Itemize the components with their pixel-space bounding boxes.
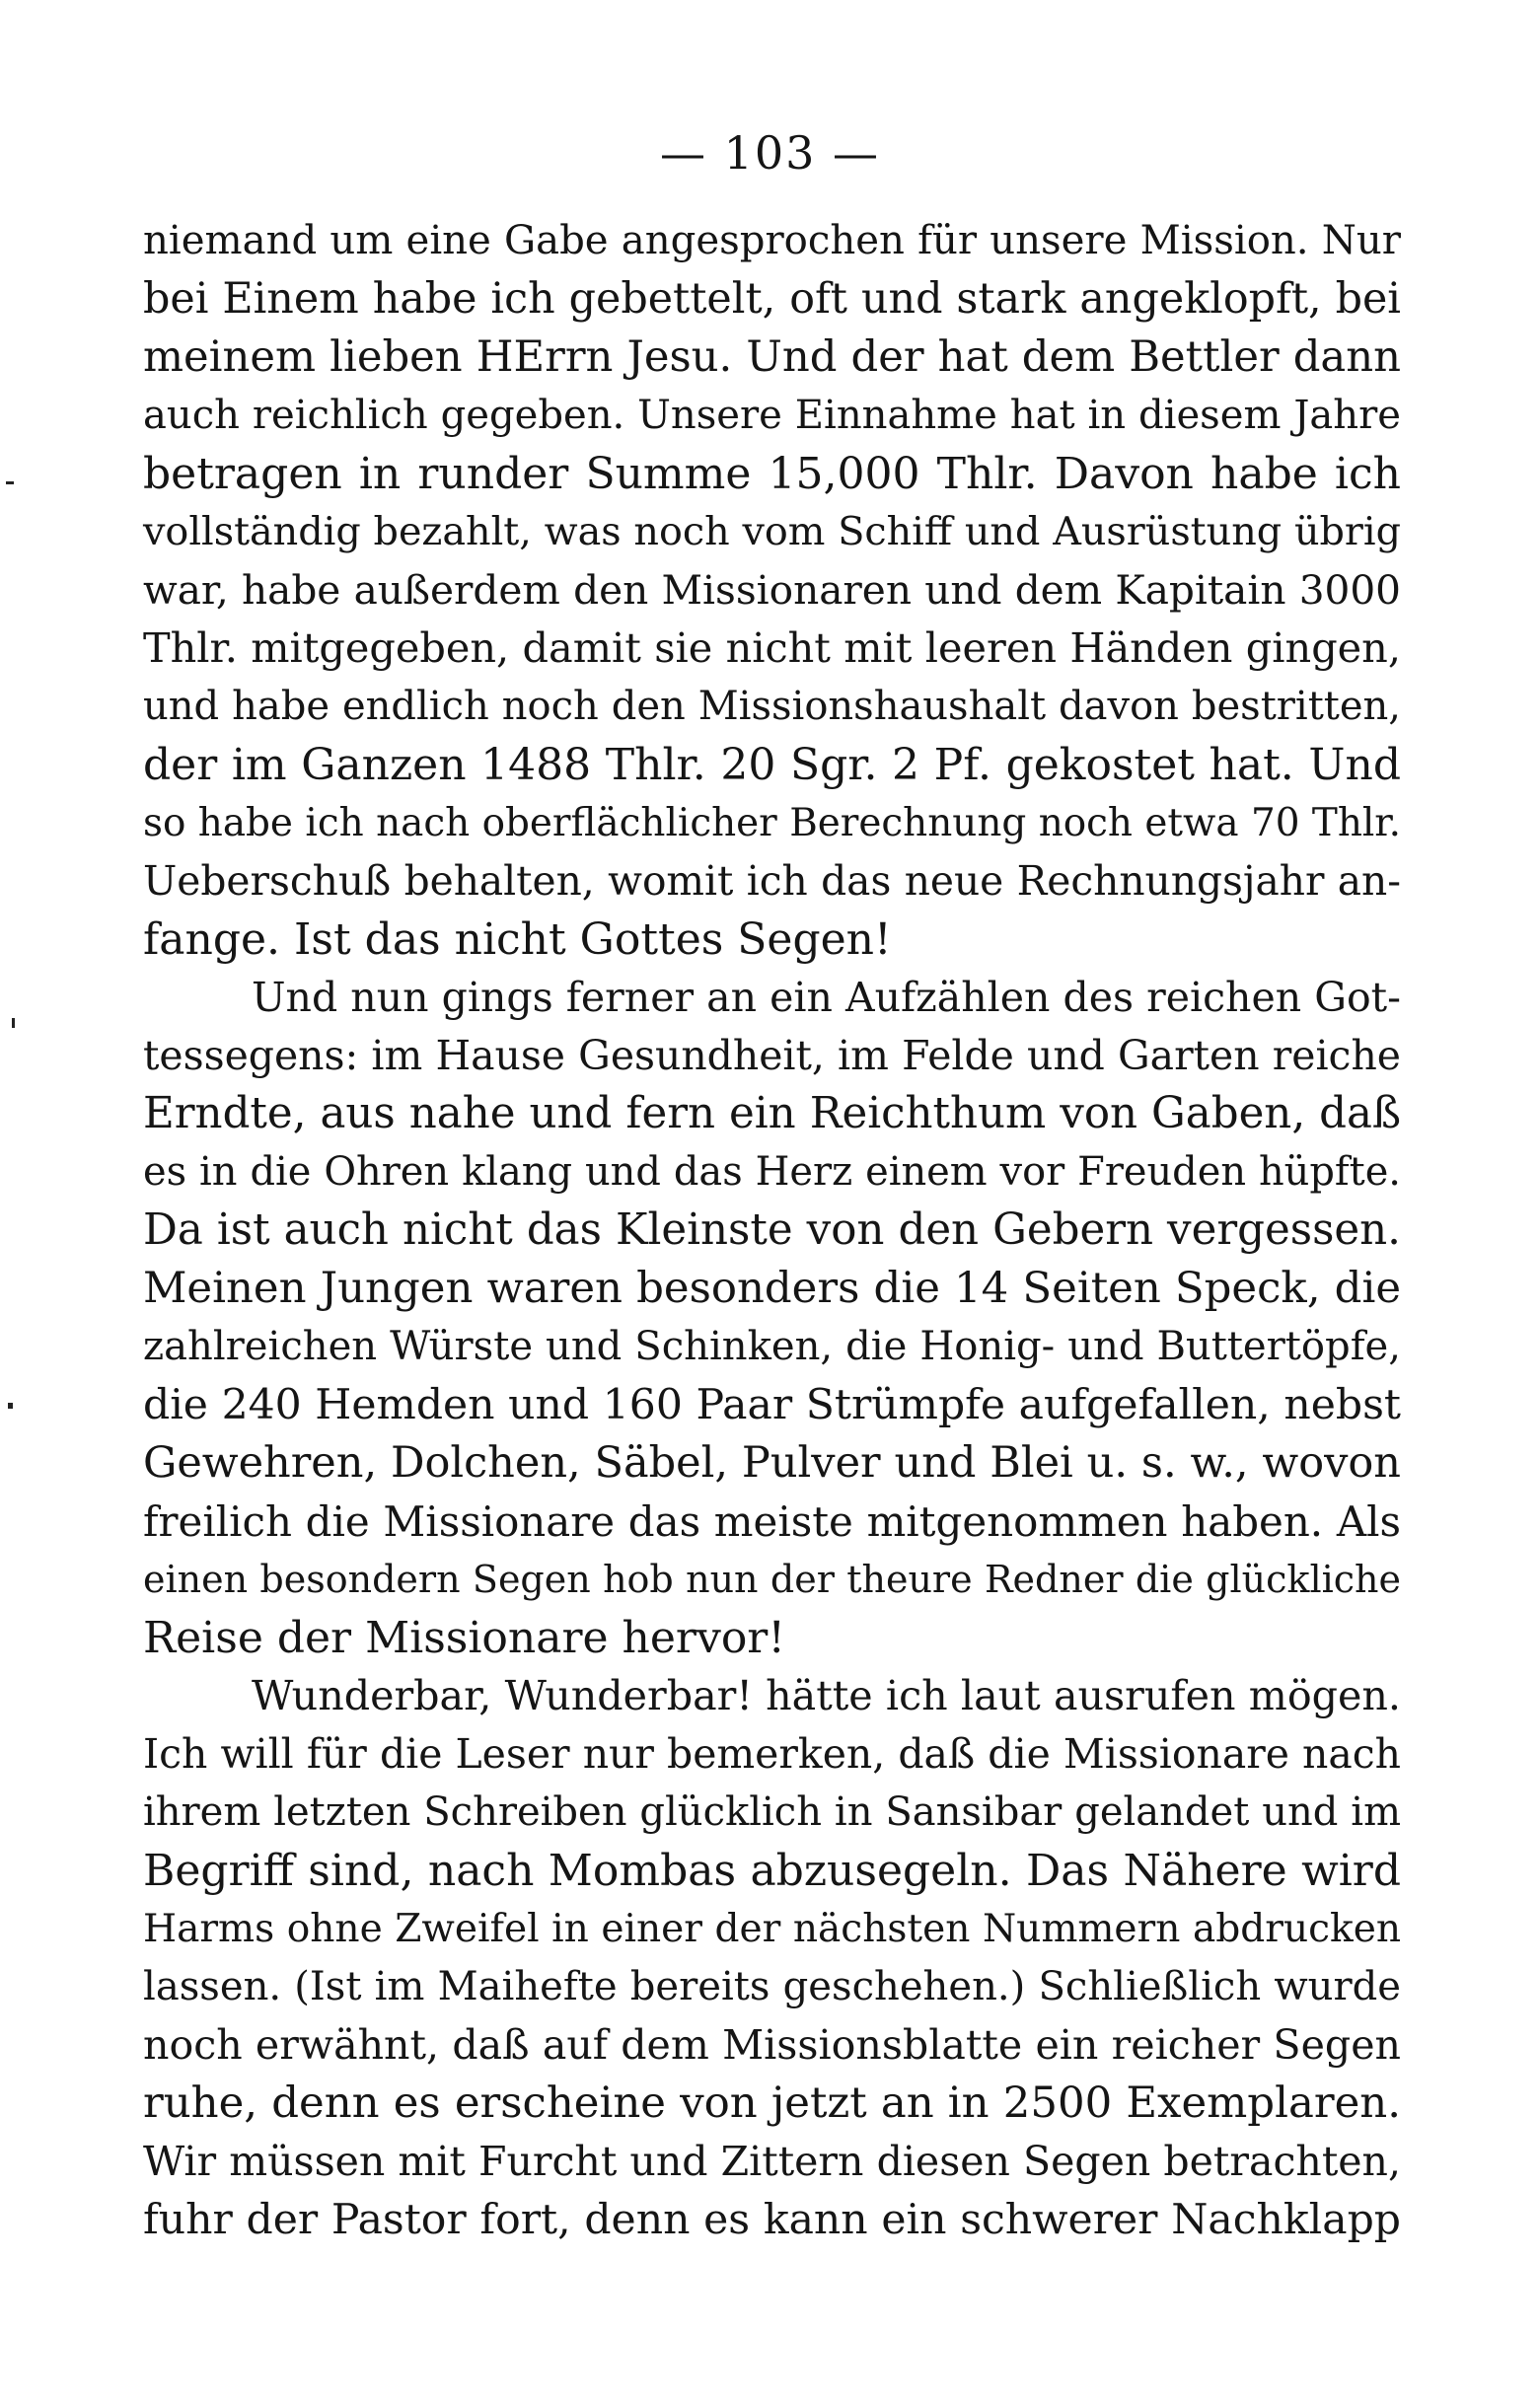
text-line: Meinen Jungen waren besonders die 14 Seiten Speck, die bbox=[143, 1264, 1401, 1313]
text-line: fange. Ist das nicht Gottes Segen! bbox=[143, 914, 892, 965]
text-line: fuhr der Pastor fort, denn es kann ein schwerer Nachklapp bbox=[143, 2196, 1401, 2244]
page-number: — 103 — bbox=[659, 126, 881, 180]
text-line: niemand um eine Gabe angesprochen für unsere Mission. Nur bbox=[143, 218, 1401, 263]
text-line: Ueberschuß behalten, womit ich das neue Rechnungsjahr an- bbox=[143, 857, 1401, 905]
text-line: Begriff sind, nach Mombas abzusegeln. Das Nähere wird bbox=[143, 1846, 1401, 1896]
text-line: bei Einem habe ich gebettelt, oft und stark angeklopft, bei bbox=[143, 274, 1401, 324]
text-line: Erndte, aus nahe und fern ein Reichthum von Gaben, daß bbox=[143, 1089, 1401, 1138]
margin-mark bbox=[6, 481, 14, 484]
text-line: ruhe, denn es erscheine von jetzt an in 2500 Exemplaren. bbox=[143, 2078, 1401, 2128]
text-line: betragen in runder Summe 15,000 Thlr. Davon habe ich bbox=[143, 449, 1401, 499]
text-line: Wunderbar, Wunderbar! hätte ich laut ausrufen mögen. bbox=[252, 1672, 1401, 1719]
margin-mark bbox=[8, 1403, 13, 1409]
text-line: noch erwähnt, daß auf dem Missionsblatte ein reicher Segen bbox=[143, 2021, 1401, 2069]
text-line: Thlr. mitgegeben, damit sie nicht mit leeren Händen gingen, bbox=[143, 624, 1401, 672]
text-line: Und nun gings ferner an ein Aufzählen des reichen Got- bbox=[252, 974, 1401, 1021]
body-text bbox=[143, 212, 1401, 2249]
text-line: ihrem letzten Schreiben glücklich in Sansibar gelandet und im bbox=[143, 1789, 1401, 1835]
text-line: Reise der Missionare hervor! bbox=[143, 1613, 786, 1663]
text-line: vollständig bezahlt, was noch vom Schiff und Ausrüstung übrig bbox=[143, 509, 1401, 554]
text-line: Gewehren, Dolchen, Säbel, Pulver und Blei u. s. w., wovon bbox=[143, 1438, 1401, 1488]
text-line: Ich will für die Leser nur bemerken, daß die Missionare nach bbox=[143, 1730, 1401, 1778]
text-line: Harms ohne Zweifel in einer der nächsten Nummern abdrucken bbox=[143, 1907, 1401, 1951]
text-line: auch reichlich gegeben. Unsere Einnahme hat in diesem Jahre bbox=[143, 393, 1401, 438]
text-line: freilich die Missionare das meiste mitgenommen haben. Als bbox=[143, 1497, 1401, 1546]
text-line: meinem lieben HErrn Jesu. Und der hat dem Bettler dann bbox=[143, 332, 1401, 382]
text-line: einen besondern Segen hob nun der theure Redner die glückliche bbox=[143, 1558, 1401, 1601]
margin-mark bbox=[12, 1018, 15, 1028]
text-line: es in die Ohren klang und das Herz einem vor Freuden hüpfte. bbox=[143, 1149, 1401, 1195]
text-line: so habe ich nach oberflächlicher Berechnung noch etwa 70 Thlr. bbox=[143, 801, 1401, 845]
text-line: Da ist auch nicht das Kleinste von den Gebern vergessen. bbox=[143, 1205, 1401, 1255]
text-line: zahlreichen Würste und Schinken, die Honig- und Buttertöpfe, bbox=[143, 1324, 1401, 1369]
text-line: Wir müssen mit Furcht und Zittern diesen Segen betrachten, bbox=[143, 2138, 1401, 2185]
text-line: und habe endlich noch den Missionshaushalt davon bestritten, bbox=[143, 684, 1401, 729]
text-line: lassen. (Ist im Maihefte bereits geschehen.) Schließlich wurde bbox=[143, 1964, 1401, 2009]
text-line: war, habe außerdem den Missionaren und dem Kapitain 3000 bbox=[143, 566, 1401, 614]
text-line: der im Ganzen 1488 Thlr. 20 Sgr. 2 Pf. gekostet hat. Und bbox=[143, 740, 1401, 790]
text-line: tessegens: im Hause Gesundheit, im Felde und Garten reiche bbox=[143, 1032, 1401, 1079]
text-line: die 240 Hemden und 160 Paar Strümpfe aufgefallen, nebst bbox=[143, 1381, 1401, 1429]
